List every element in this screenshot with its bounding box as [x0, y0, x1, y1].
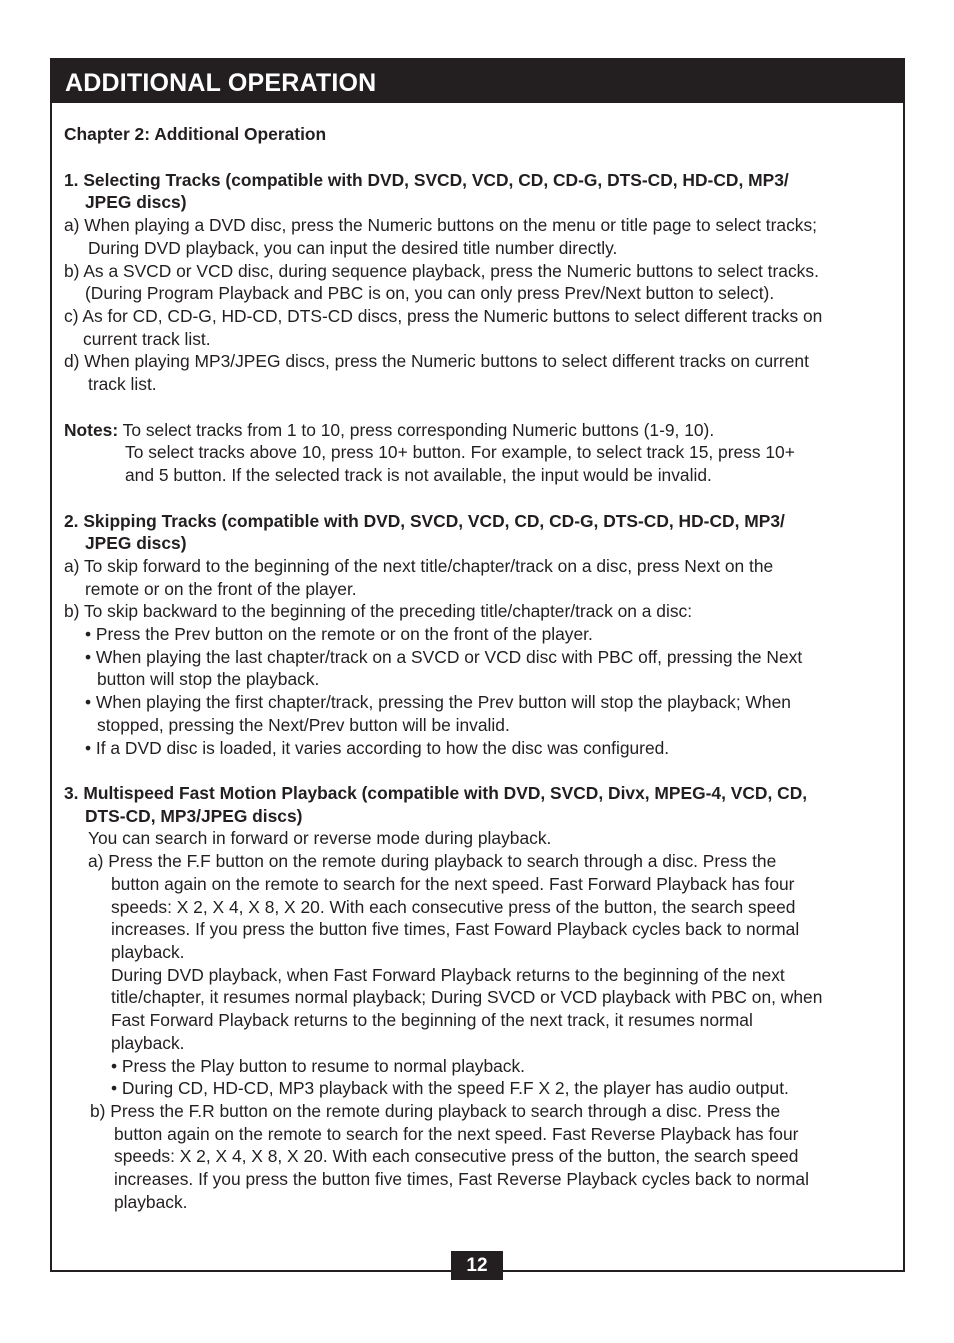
section3-item-b-line5: playback. — [114, 1192, 188, 1212]
section3-item-a-line3: speeds: X 2, X 4, X 8, X 20. With each consecutive press of the button, the search speed — [111, 897, 796, 917]
section3-item-b-line2: button again on the remote to search for the next speed. Fast Reverse Playback has four — [114, 1124, 799, 1144]
section2-bullet-3-line1: • When playing the first chapter/track, pressing the Prev button will stop the playback; When — [85, 692, 791, 712]
section3-item-a-line1: a) Press the F.F button on the remote during playback to search through a disc. Press the — [88, 851, 777, 871]
chapter-title: Chapter 2: Additional Operation — [64, 124, 327, 144]
section3-item-a-bullet-1: • Press the Play button to resume to normal playback. — [111, 1056, 526, 1076]
section1-item-a-line2: During DVD playback, you can input the desired title number directly. — [88, 238, 618, 258]
page-title: ADDITIONAL OPERATION — [65, 69, 377, 97]
section3-item-a-para2-line1: During DVD playback, when Fast Forward Playback returns to the beginning of the next — [111, 965, 785, 985]
section1-item-c-line1: c) As for CD, CD-G, HD-CD, DTS-CD discs, press the Numeric buttons to select different tracks on — [64, 306, 823, 326]
section3-item-a-para2-line4: playback. — [111, 1033, 185, 1053]
page-number: 12 — [466, 1255, 488, 1276]
section3-item-a-line2: button again on the remote to search for the next speed. Fast Forward Playback has four — [111, 874, 795, 894]
section2-item-b-line1: b) To skip backward to the beginning of the preceding title/chapter/track on a disc: — [64, 601, 693, 621]
notes-line1 — [64, 419, 714, 441]
section3-item-b-line3: speeds: X 2, X 4, X 8, X 20. With each consecutive press of the button, the search speed — [114, 1146, 799, 1166]
notes-text-1: To select tracks from 1 to 10, press corresponding Numeric buttons (1-9, 10). — [122, 420, 715, 440]
notes-line3: and 5 button. If the selected track is not available, the input would be invalid. — [125, 465, 712, 485]
section2-heading-line1: 2. Skipping Tracks (compatible with DVD, SVCD, VCD, CD, CD-G, DTS-CD, HD-CD, MP3/ — [64, 511, 785, 531]
section3-item-a-line4: increases. If you press the button five times, Fast Foward Playback cycles back to normal — [111, 919, 800, 939]
section2-bullet-2-line1: • When playing the last chapter/track on a SVCD or VCD disc with PBC off, pressing the Next — [85, 647, 803, 667]
section2-bullet-2-line2: button will stop the playback. — [97, 669, 320, 689]
section3-heading-line2: DTS-CD, MP3/JPEG discs) — [85, 806, 303, 826]
section1-item-b-line1: b) As a SVCD or VCD disc, during sequence playback, press the Numeric buttons to select tracks. — [64, 261, 819, 281]
section3-item-b-line4: increases. If you press the button five times, Fast Reverse Playback cycles back to normal — [114, 1169, 809, 1189]
section-header-bar — [52, 60, 903, 103]
section3-item-a-para2-line3: Fast Forward Playback returns to the beginning of the next track, it resumes normal — [111, 1010, 753, 1030]
section2-bullet-4: • If a DVD disc is loaded, it varies according to how the disc was configured. — [85, 738, 670, 758]
section1-item-b-line2: (During Program Playback and PBC is on, you can only press Prev/Next button to select). — [85, 283, 775, 303]
section2-item-a-line1: a) To skip forward to the beginning of the next title/chapter/track on a disc, press Next on the — [64, 556, 774, 576]
section1-item-a-line1: a) When playing a DVD disc, press the Numeric buttons on the menu or title page to select tracks; — [64, 215, 817, 235]
section1-item-d-line1: d) When playing MP3/JPEG discs, press the Numeric buttons to select different tracks on current — [64, 351, 809, 371]
section3-item-a-line5: playback. — [111, 942, 185, 962]
section3-intro: You can search in forward or reverse mode during playback. — [88, 828, 552, 848]
section1-heading-line2: JPEG discs) — [85, 192, 187, 212]
section1-heading-line1: 1. Selecting Tracks (compatible with DVD, SVCD, VCD, CD, CD-G, DTS-CD, HD-CD, MP3/ — [64, 170, 789, 190]
page-number-box — [451, 1251, 503, 1280]
section2-bullet-3-line2: stopped, pressing the Next/Prev button will be invalid. — [97, 715, 510, 735]
notes-line2: To select tracks above 10, press 10+ button. For example, to select track 15, press 10+ — [125, 442, 795, 462]
section1-item-c-line2: current track list. — [83, 329, 211, 349]
section3-item-b-line1: b) Press the F.R button on the remote during playback to search through a disc. Press the — [90, 1101, 781, 1121]
notes-label: Notes: — [64, 420, 119, 440]
section2-item-a-line2: remote or on the front of the player. — [85, 579, 357, 599]
section1-item-d-line2: track list. — [88, 374, 157, 394]
section3-heading-line1: 3. Multispeed Fast Motion Playback (compatible with DVD, SVCD, Divx, MPEG-4, VCD, CD, — [64, 783, 808, 803]
section2-bullet-1: • Press the Prev button on the remote or on the front of the player. — [85, 624, 593, 644]
section3-item-a-para2-line2: title/chapter, it resumes normal playback; During SVCD or VCD playback with PBC on, when — [111, 987, 823, 1007]
section3-item-a-bullet-2: • During CD, HD-CD, MP3 playback with the speed F.F X 2, the player has audio output. — [111, 1078, 789, 1098]
section2-heading-line2: JPEG discs) — [85, 533, 187, 553]
